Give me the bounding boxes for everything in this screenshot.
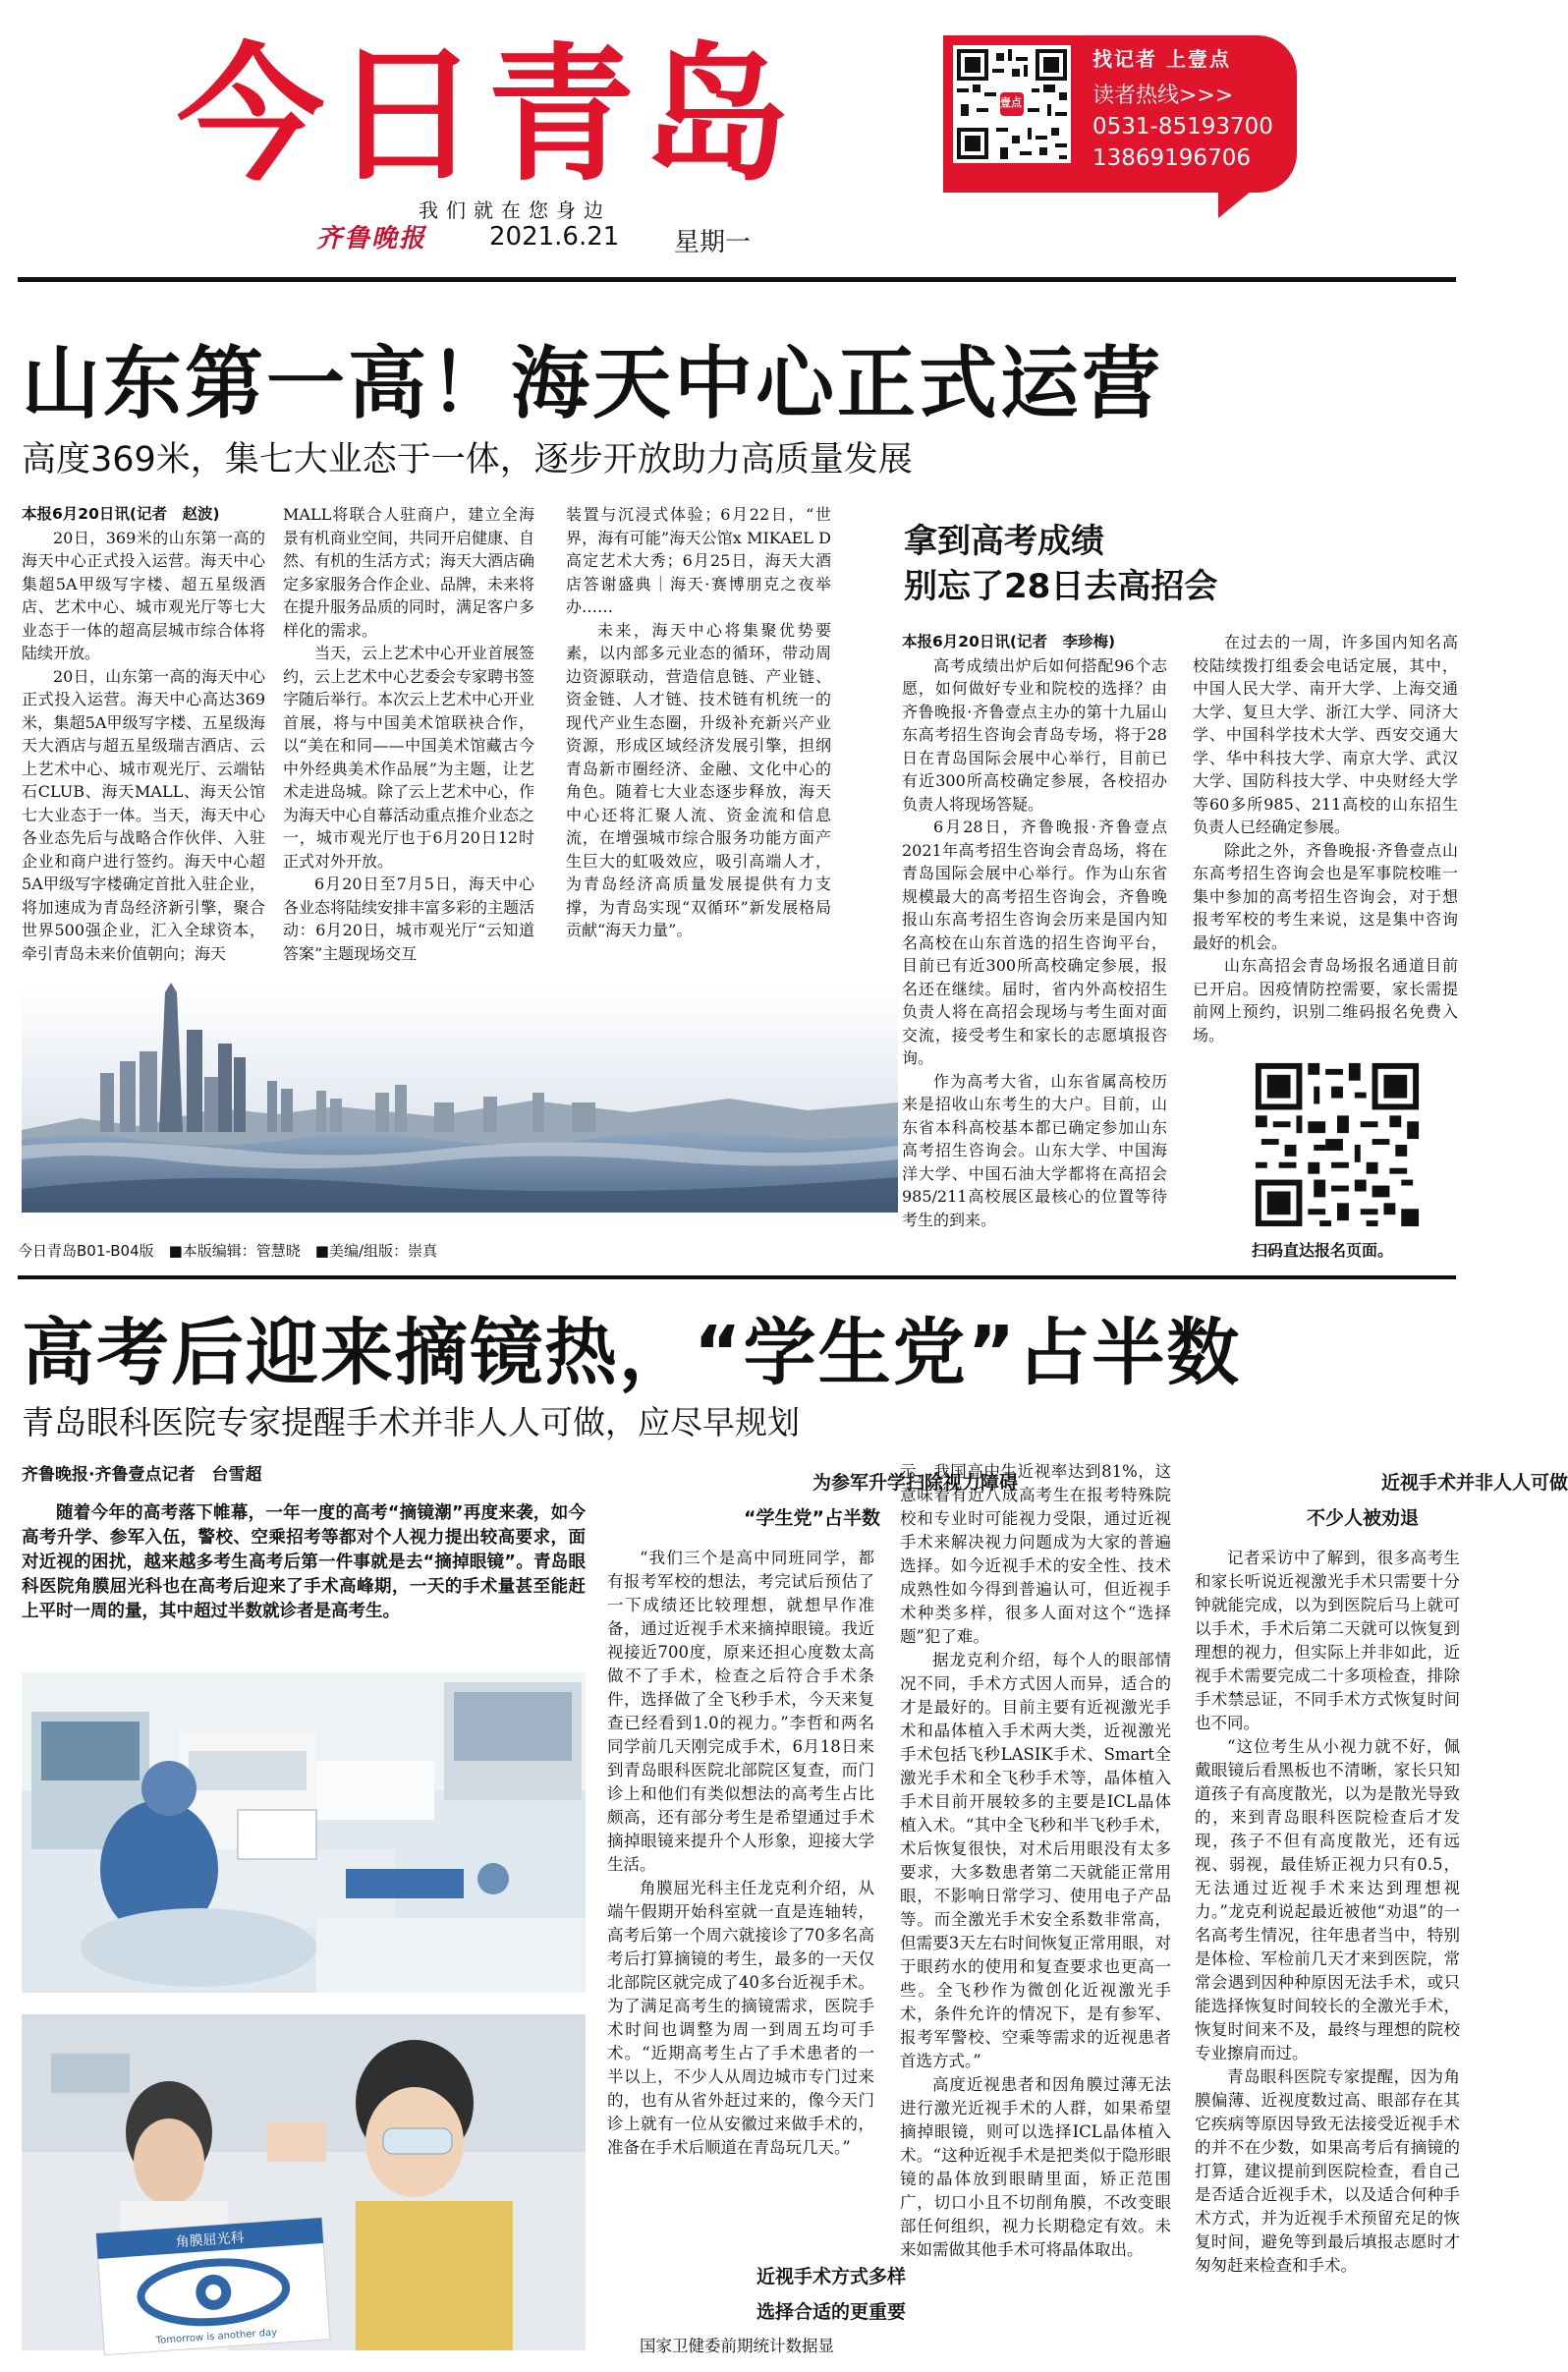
story3-byline: 齐鲁晚报·齐鲁壹点记者 台雪超	[22, 1465, 262, 1485]
skyline-illustration	[22, 983, 898, 1213]
story3-column-c	[1195, 1547, 1460, 2364]
story3-paragraph: “我们三个是高中同班同学，都有报考军校的想法，考完试后预估了一下成绩还比较理想，就想早作准备，通过近视手术来摘掉眼镜。我近视接近700度，原来还担心度数太高做不了手术，检查之后符合手术条件，选择做了全飞秒手术，今天来复查已经看到1.0的视力。”李哲和两名同学前几天刚完成手术，6月18日来到青岛眼科医院北部院区复查，而门诊上和他们有类似想法的高考生占比颇高，还有部分考生是希望通过手术摘掉眼镜来提升个人形象，迎接大学生活。	[607, 1549, 874, 1874]
story1-paragraph: 6月20日至7月5日，海天中心各业态将陆续安排丰富多彩的主题活动：6月20日，城市观光厅“云知道答案”主题现场交互	[283, 875, 535, 963]
story2-paragraph: 在过去的一周，许多国内知名高校陆续拨打组委会电话定展，其中，中国人民大学、南开大学、上海交通大学、复旦大学、浙江大学、同济大学、中国科学技术大学、西安交通大学、华中科技大学、南京大学、武汉大学、国防科技大学、中央财经大学等60多所985、211高校的山东招生负责人已经确定参展。	[1193, 633, 1458, 836]
section-divider	[18, 1275, 1456, 1279]
story1-paragraph: 未来，海天中心将集聚优势要素，以内部多元业态的循环，带动周边资源联动，营造信息链、产业链、资金链、人才链、技术链有机统一的现代产业生态圈，升级补充新兴产业资源，形成区域经济发展引擎，担纲青岛新市圈经济、金融、文化中心的角色。随着七大业态逐步释放，海天中心还将汇聚人流、资金流和信息流，在增强城市综合服务功能方面产生巨大的虹吸效应，吸引高端人才，为青岛经济高质量发展提供有力支撑，为青岛实现“双循环”新发展格局贡献“海天力量”。	[566, 620, 831, 939]
patient-holding-sign-illustration	[22, 2014, 586, 2350]
story3-subhead-1-line-2: “学生党”占半数	[743, 1507, 880, 1529]
story3-paragraph: 青岛眼科医院专家提醒，因为角膜偏薄、近视度数过高、眼部存在其它疾病等原因导致无法接受近视手术的并不在少数，如果高考后有摘镜的打算，建议提前到医院检查，看自己是否适合近视手术，以及适合何种手术方式，并为近视手术预留充足的恢复时间，避免等到最后填报志愿时才匆匆赶来检查和手术。	[1195, 2067, 1460, 2275]
second-subheadline: 青岛眼科医院专家提醒手术并非人人可做，应尽早规划	[22, 1403, 800, 1441]
story3-paragraph: 示，我国高中生近视率达到81%，这意味着有近八成高考生在报考特殊院校和专业时可能视力受限，通过近视手术来解决视力问题成为大家的普遍选择。如今近视手术的安全性、技术成熟性如今得到普遍认可，但近视手术种类多样，很多人面对这个“选择题”犯了难。	[900, 1462, 1171, 1646]
eye-surgery-photo	[22, 1672, 586, 1993]
story3-paragraph: 国家卫健委前期统计数据显	[640, 2337, 834, 2355]
story3-subhead-2-line-1: 近视手术方式多样	[756, 2266, 907, 2287]
operating-room-illustration	[22, 1672, 586, 1993]
story2-column-2	[1193, 631, 1458, 1053]
story3-paragraph: 角膜屈光科主任龙克利介绍，从端午假期开始科室就一直是连轴转，高考后第一个周六就接诊了70多名高考后打算摘镜的考生，最多的一天仅北部院区就完成了40多台近视手术。为了满足高考生的摘镜需求，医院手术时间也调整为周一到周五均可手术。“近期高考生占了手术患者的一半以上，不少人从周边城市专门过来的，也有从省外赶过来的，像今天门诊上就有一位从安徽过来做手术的，准备在手术后顺道在青岛玩几天。”	[607, 1879, 874, 2157]
promo-hotline-label: 读者热线>>>	[1092, 84, 1234, 108]
masthead-slogan: 我们就在您身边	[419, 198, 611, 222]
second-headline: 高考后迎来摘镜热，“学生党”占半数	[22, 1311, 1242, 1395]
hotline-phone-1[interactable]: 0531-85193700	[1092, 114, 1273, 140]
promo-reporter-line: 找记者 上壹点	[1092, 47, 1231, 71]
story2-paragraph: 高考成绩出炉后如何搭配96个志愿，如何做好专业和院校的选择？由齐鲁晚报·齐鲁壹点主办的第十九届山东高考招生咨询会青岛专场，将于28日在青岛国际会展中心举行，目前已有近300所高校确定参展，各校招办负责人将现场答疑。	[902, 655, 1167, 814]
story3-paragraph: 记者采访中了解到，很多高考生和家长听说近视激光手术只需要十分钟就能完成，以为到医院后马上就可以手术，手术后第二天就可以恢复到理想的视力，但实际上并非如此，近视手术需要完成二十多项检查，排除手术禁忌证，不同手术方式恢复时间也不同。	[1195, 1549, 1460, 1732]
story3-paragraph: “这位考生从小视力就不好，佩戴眼镜后看黑板也不清晰，家长只知道孩子有高度散光，以为是散光导致的，来到青岛眼科医院检查后才发现，孩子不但有高度散光，还有远视、弱视，最佳矫正视力只有0.5，无法通过近视手术来达到理想视力。”龙克利说起最近被他“劝退”的一名高考生情况，往年患者当中，特别是体检、军检前几天才来到医院，常常会遇到因种种原因无法手术，或只能选择恢复时间较长的全激光手术，恢复时间来不及，最终与理想的院校专业擦肩而过。	[1195, 1737, 1460, 2062]
story3-subhead-2-line-2: 选择合适的更重要	[756, 2301, 907, 2323]
masthead-title: 今日青岛	[177, 30, 799, 201]
story3-paragraph: 据龙克利介绍，每个人的眼部情况不同，手术方式因人而异，适合的才是最好的。目前主要有近视激光手术和晶体植入手术两大类，近视激光手术包括飞秒LASIK手术、Smart全激光手术和全飞秒手术等，晶体植入手术目前开展较多的主要是ICL晶体植入术。“其中全飞秒和半飞秒手术，术后恢复很快，对术后用眼没有太多要求，大多数患者第二天就能正常用眼，不影响日常学习、使用电子产品等。而全激光手术安全系数非常高，但需要3天左右时间恢复正常用眼，对于眼药水的使用和复查要求也更高一些。全飞秒作为微创化近视激光手术，条件允许的情况下，是有参军、报考军警校、空乘等需求的近视患者首选方式。”	[900, 1651, 1171, 2070]
story2-paragraph: 山东高招会青岛场报名通道目前已开启。因疫情防控需要，家长需提前网上预约，识别二维码报名免费入场。	[1193, 956, 1458, 1045]
photo-sign-caption: Tomorrow is another day	[155, 2327, 278, 2347]
story1-column-1	[22, 503, 265, 983]
story2-byline: 本报6月20日讯(记者 李珍梅)	[902, 633, 1116, 650]
story1-paragraph: 装置与沉浸式体验；6月22日，“世界，海有可能”海天公馆x MIKAEL D高定艺术大秀；6月25日，海天大酒店答谢盛典｜海天·赛博朋克之夜举办……	[566, 505, 831, 616]
story3-paragraph: 高度近视患者和因角膜过薄无法进行激光近视手术的人群，如果希望摘掉眼镜，则可以选择ICL晶体植入术。“这种近视手术是把类似于隐形眼镜的晶体放到眼睛里面，矫正范围广，切口小且不切削角膜，不改变眼部任何组织，视力长期稳定有效。未来如需做其他手术可将晶体取出。	[900, 2075, 1171, 2259]
story1-column-2	[283, 503, 534, 983]
story1-paragraph: 当天，云上艺术中心开业首展签约，云上艺术中心艺委会专家聘书签字随后举行。本次云上艺术中心开业首展，将与中国美术馆联袂合作，以“美在和同——中国美术馆藏古今中外经典美术作品展”为主题，让艺术走进岛城。除了云上艺术中心，作为海天中心自幕活动重点推介业态之一，城市观光厅也于6月20日12时正式对外开放。	[283, 644, 535, 871]
story3-column-a	[607, 1547, 874, 2254]
story3-subhead-3-line-1: 近视手术并非人人可做	[1381, 1472, 1568, 1494]
story3-lead: 随着今年的高考落下帷幕，一年一度的高考“摘镜潮”再度来袭，如今高考升学、参军入伍，警校、空乘招考等都对个人视力提出较高要求，面对近视的困扰，越来越多考生高考后第一件事就是去“摘掉眼镜”。青岛眼科医院角膜屈光科也在高考后迎来了手术高峰期，一天的手术量甚至能赶上平时一周的量，其中超过半数就诊者是高考生。	[22, 1503, 586, 1621]
story2-paragraph: 6月28日，齐鲁晚报·齐鲁壹点2021年高考招生咨询会青岛场，将在青岛国际会展中心举行。作为山东省规模最大的高考招生咨询会，齐鲁晚报山东高考招生咨询会历来是国内知名高校在山东首选的招生咨询平台，目前已有近300所高校确定参展，报名还在继续。届时，省内外高校招生负责人将在高招会现场与考生面对面交流，接受考生和家长的志愿填报咨询。	[902, 818, 1167, 1067]
paper-name-logo: 齐鲁晚报	[316, 224, 427, 254]
story3-subhead-3-line-2: 不少人被劝退	[1307, 1507, 1420, 1529]
story2-column-1	[902, 631, 1167, 1256]
lead-headline: 山东第一高！海天中心正式运营	[22, 338, 1163, 429]
registration-qr-code[interactable]	[1250, 1057, 1425, 1232]
story2-paragraph: 除此之外，齐鲁晚报·齐鲁壹点山东高考招生咨询会也是军事院校唯一集中参加的高考招生咨询会，对于想报考军校的考生来说，这是集中咨询最好的机会。	[1193, 840, 1458, 952]
story3-column-a-tail	[607, 2335, 874, 2364]
masthead-divider	[18, 277, 1456, 282]
story1-byline: 本报6月20日讯(记者 赵波)	[22, 505, 220, 523]
city-skyline-photo	[22, 983, 898, 1213]
hotline-phone-2[interactable]: 13869196706	[1092, 145, 1251, 171]
reader-hotline-bubble	[943, 35, 1297, 193]
story1-column-3	[566, 503, 831, 983]
story1-paragraph: 20日，山东第一高的海天中心正式投入运营。海天中心高达369米，集超5A甲级写字楼、五星级海天大酒店与超五星级瑞吉酒店、云上艺术中心、城市观光厅、云端钻石CLUB、海天MALL、海天公馆七大业态于一体。当天，海天中心各业态先后与战略合作伙伴、入驻企业和商户进行签约。海天中心超5A甲级写字楼确定首批入驻企业，将加速成为青岛经济新引擎，聚合世界500强企业，汇入全球资本，牵引青岛未来价值朝向；海天	[22, 666, 265, 963]
qr-caption: 扫码直达报名页面。	[1252, 1241, 1394, 1260]
lead-subheadline: 高度369米，集七大业态于一体，逐步开放助力高质量发展	[22, 440, 913, 480]
eye-exam-photo	[22, 2014, 586, 2350]
qr-code-icon	[1250, 1057, 1425, 1232]
story3-column-b	[900, 1460, 1171, 2364]
gaokao-fair-headline-line-1: 拿到高考成绩	[904, 522, 1104, 561]
story1-paragraph: MALL将联合人驻商户，建立全海景有机商业空间，共同开启健康、自然、有机的生活方式；海天大酒店确定多家服务合作企业、品牌，未来将在提升服务品质的同时，满足客户多样化的需求。	[283, 505, 535, 640]
story2-paragraph: 作为高考大省，山东省属高校历来是招收山东考生的大户。目前，山东省本科高校基本都已确定参加山东高考招生咨询会。山东大学、中国海洋大学、中国石油大学都将在高招会985/211高校展区最核心的位置等待考生的到来。	[902, 1071, 1167, 1229]
gaokao-fair-headline	[904, 519, 1217, 609]
gaokao-fair-headline-line-2: 别忘了28日去高招会	[904, 567, 1218, 606]
story1-paragraph: 20日，369米的山东第一高的海天中心正式投入运营。海天中心集超5A甲级写字楼、超五星级酒店、艺术中心、城市观光厅等七大业态于一体的超高层城市综合体将陆续开放。	[22, 528, 265, 662]
masthead-qr-code[interactable]	[953, 45, 1071, 163]
qr-logo-label: 壹点	[1000, 96, 1022, 109]
page-credits: 今日青岛B01-B04版 ■本版编辑：管慧晓 ■美编/组版：崇真	[18, 1242, 438, 1260]
issue-weekday: 星期一	[674, 228, 752, 257]
story3-subhead-1-line-1: 为参军升学扫除视力障碍	[812, 1472, 1019, 1494]
photo-sign-text: 角膜屈光科	[175, 2230, 246, 2251]
issue-date: 2021.6.21	[489, 222, 620, 252]
